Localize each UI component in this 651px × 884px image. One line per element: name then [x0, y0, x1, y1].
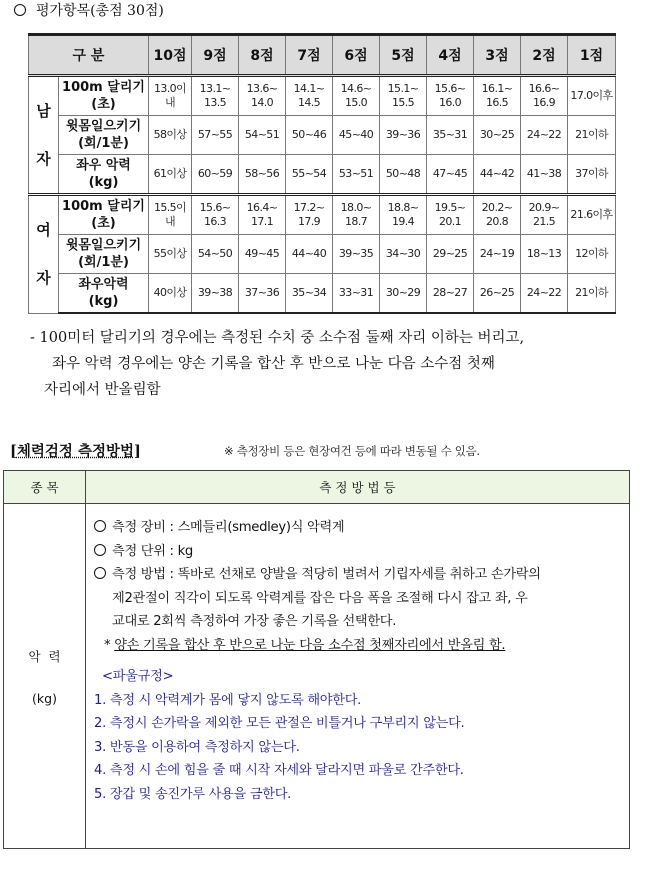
method-table: [3, 470, 630, 849]
score-cell: 30~29: [380, 274, 427, 314]
foul-rules-title: <파울규정>: [102, 669, 174, 684]
bullet-text: 측정 장비 : 스메들리(smedley)식 악력계: [112, 520, 345, 535]
score-cell: 20.9~ 21.5: [521, 195, 568, 235]
score-cell: 14.1~ 14.5: [286, 76, 333, 116]
score-cell: 50~46: [286, 116, 333, 155]
score-cell: 34~30: [380, 235, 427, 274]
score-cell: 50~48: [380, 155, 427, 195]
foul-rule: 3. 반동을 이용하여 측정하지 않는다.: [94, 739, 300, 755]
item-label: 좌우악력: [78, 277, 129, 292]
score-cell: 58이상: [149, 116, 192, 155]
header-score: 5점: [380, 35, 427, 76]
circle-bullet-icon: [94, 520, 106, 532]
item-cell: [59, 235, 149, 274]
header-score: 4점: [427, 35, 474, 76]
foul-rule: 1. 측정 시 악력계가 몸에 닿지 않도록 해야한다.: [94, 692, 362, 708]
score-cell: 39~38: [192, 274, 239, 314]
item-label: 100m 달리기: [62, 80, 145, 95]
circle-bullet-icon: [14, 4, 26, 16]
score-cell: 60~59: [192, 155, 239, 195]
score-cell: 16.6~ 16.9: [521, 76, 568, 116]
header-category: 구 분: [29, 35, 149, 76]
bullet-text: 측정 방법 : 똑바로 선채로 양발을 적당히 벌려서 기립자세를 취하고 손가락의: [112, 567, 541, 582]
circle-bullet-icon: [94, 544, 106, 556]
score-cell: 21.6이후: [568, 195, 616, 235]
item-cell: [59, 195, 149, 235]
score-cell: 24~22: [521, 274, 568, 314]
foul-rule: 2. 측정시 손가락을 제외한 모든 관절은 비틀거나 구부리지 않는다.: [94, 716, 465, 731]
item-label: 좌우 악력: [76, 158, 131, 173]
foul-rules-list: [94, 689, 623, 807]
score-cell: 54~51: [239, 116, 286, 155]
note-line: - 100미터 달리기의 경우에는 측정된 수치 중 소수점 둘째 자리 이하는 버리고,: [30, 330, 525, 346]
score-row: [29, 274, 616, 314]
bullet-text: 측정 단위 : kg: [112, 543, 193, 559]
score-cell: 21이하: [568, 274, 616, 314]
score-cell: 37~36: [239, 274, 286, 314]
score-cell: 55이상: [149, 235, 192, 274]
score-cell: 44~42: [474, 155, 521, 195]
score-cell: 24~19: [474, 235, 521, 274]
item-label: 100m 달리기: [62, 199, 145, 214]
item-label: (초): [91, 97, 116, 112]
item-cell: [59, 274, 149, 314]
method-item-name: 악 력: [28, 648, 61, 664]
score-cell: 13.6~ 14.0: [239, 76, 286, 116]
header-score: 1점: [568, 35, 616, 76]
item-label: (초): [91, 216, 116, 231]
score-cell: 15.5이내: [149, 195, 192, 235]
note-line: 자리에서 반올림함: [44, 382, 161, 398]
method-col1-header: 종 목: [4, 471, 86, 504]
score-cell: 15.6~ 16.0: [427, 76, 474, 116]
method-item-unit: (kg): [32, 690, 57, 706]
star-note: [94, 634, 623, 658]
score-cell: 17.0이후: [568, 76, 616, 116]
score-cell: 47~45: [427, 155, 474, 195]
score-cell: 13.1~ 13.5: [192, 76, 239, 116]
gender-char: 자: [36, 269, 51, 288]
gender-char: 자: [36, 150, 51, 168]
method-col2-header: 측 정 방 법 등: [86, 471, 630, 504]
score-cell: 49~45: [239, 235, 286, 274]
score-cell: 37이하: [568, 155, 616, 195]
score-cell: 26~25: [474, 274, 521, 314]
bullet-line: [94, 540, 623, 564]
score-cell: 16.1~ 16.5: [474, 76, 521, 116]
note-block: [30, 325, 626, 403]
score-row: [29, 116, 616, 155]
score-cell: 12이하: [568, 235, 616, 274]
score-cell: 45~40: [333, 116, 380, 155]
gender-cell: [29, 76, 59, 195]
score-table-body: [29, 76, 616, 314]
score-cell: 20.2~ 20.8: [474, 195, 521, 235]
score-table: [28, 33, 616, 314]
method-header-row: [4, 471, 630, 504]
gender-char: 여: [36, 221, 51, 240]
method-title-text: 체력검정 측정방법: [16, 443, 134, 460]
score-cell: 35~34: [286, 274, 333, 314]
bullet-continuation: 교대로 2회씩 측정하여 가장 좋은 기록을 선택한다.: [112, 614, 397, 629]
score-cell: 15.6~ 16.3: [192, 195, 239, 235]
item-label: (kg): [88, 175, 119, 190]
bullet-continuation: 제2관절이 직각이 되도록 악력계를 잡은 다음 폭을 조절해 다시 잡고 좌, 우: [112, 590, 528, 606]
gender-char: 남: [36, 102, 51, 120]
method-row: [4, 504, 630, 849]
score-cell: 14.6~ 15.0: [333, 76, 380, 116]
item-cell: [59, 155, 149, 195]
score-cell: 13.0이내: [149, 76, 192, 116]
header-score: 8점: [239, 35, 286, 76]
bullet-line: [94, 516, 623, 540]
method-side-note: ※ 측정장비 등은 현장여건 등에 따라 변동될 수 있음.: [224, 444, 480, 458]
score-cell: 39~36: [380, 116, 427, 155]
score-cell: 35~31: [427, 116, 474, 155]
score-row: [29, 235, 616, 274]
score-cell: 18.8~ 19.4: [380, 195, 427, 235]
foul-rule: 4. 측정 시 손에 힘을 줄 때 시작 자세와 달라지면 파울로 간주한다.: [94, 763, 464, 778]
item-cell: [59, 76, 149, 116]
score-cell: 30~25: [474, 116, 521, 155]
item-label: (회/1분): [78, 136, 129, 151]
item-label: (kg): [88, 294, 119, 309]
header-score: 9점: [192, 35, 239, 76]
score-cell: 44~40: [286, 235, 333, 274]
score-cell: 17.2~ 17.9: [286, 195, 333, 235]
score-cell: 18.0~ 18.7: [333, 195, 380, 235]
score-cell: 61이상: [149, 155, 192, 195]
score-row: [29, 195, 616, 235]
item-cell: [59, 116, 149, 155]
gender-cell: [29, 195, 59, 314]
score-cell: 33~31: [333, 274, 380, 314]
header-score: 6점: [333, 35, 380, 76]
score-cell: 21이하: [568, 116, 616, 155]
score-cell: 29~25: [427, 235, 474, 274]
circle-bullet-icon: [94, 567, 106, 579]
method-section-title: [체력검정 측정방법]: [10, 443, 141, 460]
score-cell: 15.1~ 15.5: [380, 76, 427, 116]
item-label: 윗몸일으키기: [65, 238, 142, 253]
star-note-text: 양손 기록을 합산 후 반으로 나눈 다음 소수점 첫째자리에서 반올림 함.: [114, 637, 506, 653]
score-table-header-row: [29, 35, 616, 76]
score-cell: 40이상: [149, 274, 192, 314]
star-prefix: *: [104, 637, 115, 653]
score-cell: 19.5~ 20.1: [427, 195, 474, 235]
score-cell: 41~38: [521, 155, 568, 195]
score-row: [29, 76, 616, 116]
score-cell: 16.4~ 17.1: [239, 195, 286, 235]
method-body-cell: [86, 504, 630, 849]
score-cell: 24~22: [521, 116, 568, 155]
method-item-cell: [4, 504, 86, 849]
score-cell: 28~27: [427, 274, 474, 314]
score-cell: 57~55: [192, 116, 239, 155]
score-cell: 39~35: [333, 235, 380, 274]
score-cell: 54~50: [192, 235, 239, 274]
score-cell: 18~13: [521, 235, 568, 274]
bullet-line: [94, 563, 623, 587]
score-row: [29, 155, 616, 195]
eval-heading: [14, 0, 164, 20]
header-score: 2점: [521, 35, 568, 76]
foul-rule: 5. 장갑 및 송진가루 사용을 금한다.: [94, 786, 292, 802]
header-score: 7점: [286, 35, 333, 76]
score-cell: 55~54: [286, 155, 333, 195]
item-label: (회/1분): [78, 255, 129, 270]
item-label: 윗몸일으키기: [65, 119, 142, 134]
note-line: 좌우 악력 경우에는 양손 기록을 합산 후 반으로 나눈 다음 소수점 첫째: [52, 356, 495, 372]
score-cell: 53~51: [333, 155, 380, 195]
header-score: 10점: [149, 35, 192, 76]
score-cell: 58~56: [239, 155, 286, 195]
header-score: 3점: [474, 35, 521, 76]
eval-heading-text: 평가항목(총점 30점): [36, 3, 164, 19]
